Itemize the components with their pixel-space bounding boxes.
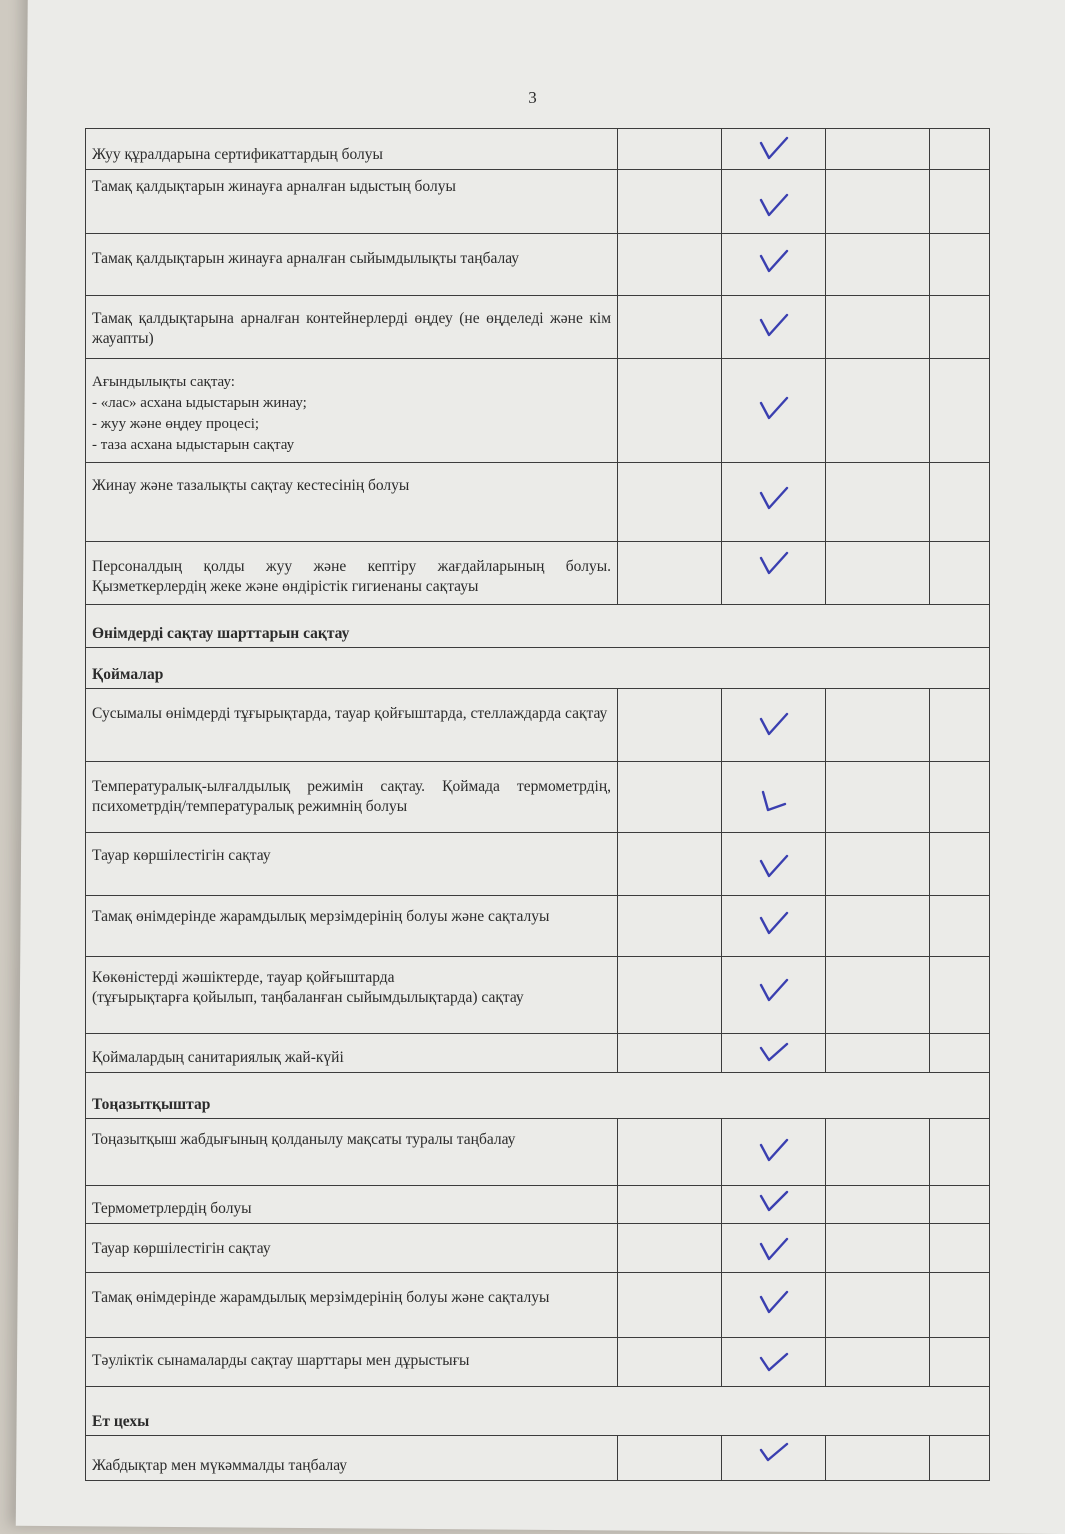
checkmark-icon <box>756 975 792 1005</box>
criterion-label: Қоймалардың санитариялық жай-күйі <box>92 1049 344 1066</box>
checkmark-cell <box>722 1338 826 1386</box>
checkmark-icon <box>756 1438 792 1468</box>
criterion-cell <box>86 957 618 1033</box>
criterion-cell <box>86 296 618 358</box>
checkmark-cell <box>722 359 826 462</box>
checkmark-cell <box>722 896 826 956</box>
column-2-cell <box>618 359 722 462</box>
column-5-cell <box>930 1034 990 1072</box>
column-4-cell <box>826 833 930 895</box>
table-row <box>86 762 990 833</box>
checkmark-icon <box>756 190 792 220</box>
checklist-table <box>85 128 990 1481</box>
column-4-cell <box>826 1436 930 1480</box>
column-4-cell <box>826 957 930 1033</box>
criterion-label: Жабдықтар мен мүкәммалды таңбалау <box>92 1457 348 1474</box>
criterion-label: Тамақ қалдықтарына арналған контейнерлерді өңдеу (не өңделеді және кім жауапты) <box>92 310 611 347</box>
column-5-cell <box>930 463 990 541</box>
column-2-cell <box>618 1436 722 1480</box>
criterion-label: Жинау және тазалықты сақтау кестесінің болуы <box>92 477 410 494</box>
column-2-cell <box>618 1338 722 1386</box>
checkmark-icon <box>756 246 792 276</box>
criterion-cell <box>86 689 618 761</box>
checkmark-cell <box>722 957 826 1033</box>
checkmark-cell <box>722 1436 826 1480</box>
criterion-cell <box>86 1224 618 1272</box>
checkmark-cell <box>722 1186 826 1223</box>
column-5-cell <box>930 1186 990 1223</box>
column-2-cell <box>618 1273 722 1337</box>
checkmark-cell <box>722 170 826 233</box>
column-2-cell <box>618 1119 722 1185</box>
column-2-cell <box>618 296 722 358</box>
criterion-cell <box>86 1338 618 1386</box>
column-4-cell <box>826 296 930 358</box>
checkmark-cell <box>722 234 826 295</box>
criterion-cell <box>86 762 618 832</box>
criterion-cell <box>86 896 618 956</box>
column-5-cell <box>930 1224 990 1272</box>
checkmark-cell <box>722 129 826 169</box>
checkmark-icon <box>756 1135 792 1165</box>
checkmark-icon <box>756 483 792 513</box>
page-number: 3 <box>528 88 537 107</box>
checkmark-cell <box>722 1119 826 1185</box>
table-row <box>86 957 990 1034</box>
table-row <box>86 170 990 234</box>
section-heading: Қоймалар <box>86 648 990 688</box>
checkmark-icon <box>756 784 792 814</box>
column-5-cell <box>930 359 990 462</box>
criterion-label: Температуралық-ылғалдылық режимін сақтау. Қоймада термометрдің, психометрдің/температуралық режимнің болуы <box>92 778 611 815</box>
checkmark-icon <box>756 1186 792 1216</box>
table-row <box>86 1186 990 1224</box>
criterion-cell <box>86 542 618 604</box>
section-heading: Тоңазытқыштар <box>86 1073 990 1118</box>
checkmark-cell <box>722 1224 826 1272</box>
column-4-cell <box>826 1273 930 1337</box>
checkmark-cell <box>722 762 826 832</box>
checkmark-cell <box>722 296 826 358</box>
criterion-label: Тамақ өнімдерінде жарамдылық мерзімдерінің болуы және сақталуы <box>92 908 550 925</box>
criterion-cell <box>86 1034 618 1072</box>
column-2-cell <box>618 896 722 956</box>
column-5-cell <box>930 957 990 1033</box>
column-2-cell <box>618 957 722 1033</box>
column-5-cell <box>930 170 990 233</box>
table-row <box>86 1224 990 1273</box>
checkmark-icon <box>756 393 792 423</box>
criterion-label: Тамақ қалдықтарын жинауға арналған сыйымдылықты таңбалау <box>92 250 520 267</box>
checkmark-icon <box>756 1036 792 1066</box>
checkmark-icon <box>756 1346 792 1376</box>
column-5-cell <box>930 896 990 956</box>
criterion-label: Көкөністерді жәшіктерде, тауар қойғыштарда (тұғырықтарға қойылып, таңбаланған сыйымдылықтарда) сақтау <box>92 969 524 1006</box>
section-heading: Ет цехы <box>86 1387 990 1435</box>
criterion-cell <box>86 129 618 169</box>
criterion-label: Тамақ қалдықтарын жинауға арналған ыдыстың болуы <box>92 178 456 195</box>
column-4-cell <box>826 1186 930 1223</box>
criterion-label: Тауар көршілестігін сақтау <box>92 1240 271 1257</box>
column-4-cell <box>826 1119 930 1185</box>
checkmark-cell <box>722 689 826 761</box>
table-row <box>86 1119 990 1186</box>
column-5-cell <box>930 689 990 761</box>
table-row <box>86 689 990 762</box>
column-2-cell <box>618 1186 722 1223</box>
criterion-label: Персоналдың қолды жуу және кептіру жағдайларының болуы. Қызметкерлердің жеке және өндірістік гигиенаны сақтауы <box>92 558 611 595</box>
column-2-cell <box>618 463 722 541</box>
column-5-cell <box>930 129 990 169</box>
column-4-cell <box>826 542 930 604</box>
criterion-cell <box>86 1436 618 1480</box>
column-5-cell <box>930 762 990 832</box>
column-4-cell <box>826 359 930 462</box>
column-5-cell <box>930 1338 990 1386</box>
table-row <box>86 463 990 542</box>
column-2-cell <box>618 129 722 169</box>
checkmark-cell <box>722 1034 826 1072</box>
table-row <box>86 234 990 296</box>
criterion-cell <box>86 833 618 895</box>
checkmark-icon <box>756 548 792 578</box>
criterion-cell <box>86 463 618 541</box>
column-4-cell <box>826 170 930 233</box>
column-2-cell <box>618 689 722 761</box>
table-row <box>86 1436 990 1481</box>
criterion-label: Сусымалы өнімдерді тұғырықтарда, тауар қойғыштарда, стеллаждарда сақтау <box>92 705 608 722</box>
column-4-cell <box>826 689 930 761</box>
column-4-cell <box>826 234 930 295</box>
column-2-cell <box>618 1224 722 1272</box>
column-2-cell <box>618 170 722 233</box>
criterion-cell <box>86 1186 618 1223</box>
checkmark-cell <box>722 833 826 895</box>
column-4-cell <box>826 129 930 169</box>
column-4-cell <box>826 1224 930 1272</box>
column-2-cell <box>618 762 722 832</box>
column-5-cell <box>930 234 990 295</box>
column-5-cell <box>930 1273 990 1337</box>
column-4-cell <box>826 1338 930 1386</box>
table-row <box>86 833 990 896</box>
table-row <box>86 896 990 957</box>
criterion-label: Тамақ өнімдерінде жарамдылық мерзімдерінің болуы және сақталуы <box>92 1289 550 1306</box>
checkmark-cell <box>722 1273 826 1337</box>
column-4-cell <box>826 762 930 832</box>
column-4-cell <box>826 463 930 541</box>
checkmark-icon <box>756 908 792 938</box>
column-5-cell <box>930 833 990 895</box>
criterion-cell <box>86 170 618 233</box>
criterion-label: Тоңазытқыш жабдығының қолданылу мақсаты туралы таңбалау <box>92 1131 516 1148</box>
checkmark-icon <box>756 310 792 340</box>
checkmark-icon <box>756 133 792 163</box>
column-5-cell <box>930 296 990 358</box>
column-2-cell <box>618 542 722 604</box>
checkmark-icon <box>756 1234 792 1264</box>
criterion-label: Термометрлердің болуы <box>92 1200 252 1217</box>
checkmark-cell <box>722 463 826 541</box>
column-5-cell <box>930 1119 990 1185</box>
table-row <box>86 1273 990 1338</box>
section-row <box>86 605 990 648</box>
criterion-label: Тауар көршілестігін сақтау <box>92 847 271 864</box>
column-5-cell <box>930 542 990 604</box>
section-row <box>86 1387 990 1436</box>
column-2-cell <box>618 234 722 295</box>
criterion-label: Ағындылықты сақтау: - «лас» асхана ыдыстарын жинау; - жуу және өңдеу процесі; - таза асхана ыдыстарын сақтау <box>92 374 307 453</box>
table-row <box>86 359 990 463</box>
section-row <box>86 1073 990 1119</box>
table-row <box>86 129 990 170</box>
column-4-cell <box>826 1034 930 1072</box>
criterion-label: Жуу құралдарына сертификаттардың болуы <box>92 146 383 163</box>
column-4-cell <box>826 896 930 956</box>
section-row <box>86 648 990 689</box>
table-row <box>86 1338 990 1387</box>
criterion-cell <box>86 1119 618 1185</box>
checkmark-cell <box>722 542 826 604</box>
criterion-cell <box>86 359 618 462</box>
section-heading: Өнімдерді сақтау шарттарын сақтау <box>86 605 990 647</box>
table-row <box>86 296 990 359</box>
table-row <box>86 1034 990 1073</box>
checkmark-icon <box>756 709 792 739</box>
criterion-label: Тәуліктік сынамаларды сақтау шарттары мен дұрыстығы <box>92 1352 470 1369</box>
column-2-cell <box>618 833 722 895</box>
column-2-cell <box>618 1034 722 1072</box>
column-5-cell <box>930 1436 990 1480</box>
checkmark-icon <box>756 851 792 881</box>
table-row <box>86 542 990 605</box>
checkmark-icon <box>756 1287 792 1317</box>
criterion-cell <box>86 234 618 295</box>
criterion-cell <box>86 1273 618 1337</box>
